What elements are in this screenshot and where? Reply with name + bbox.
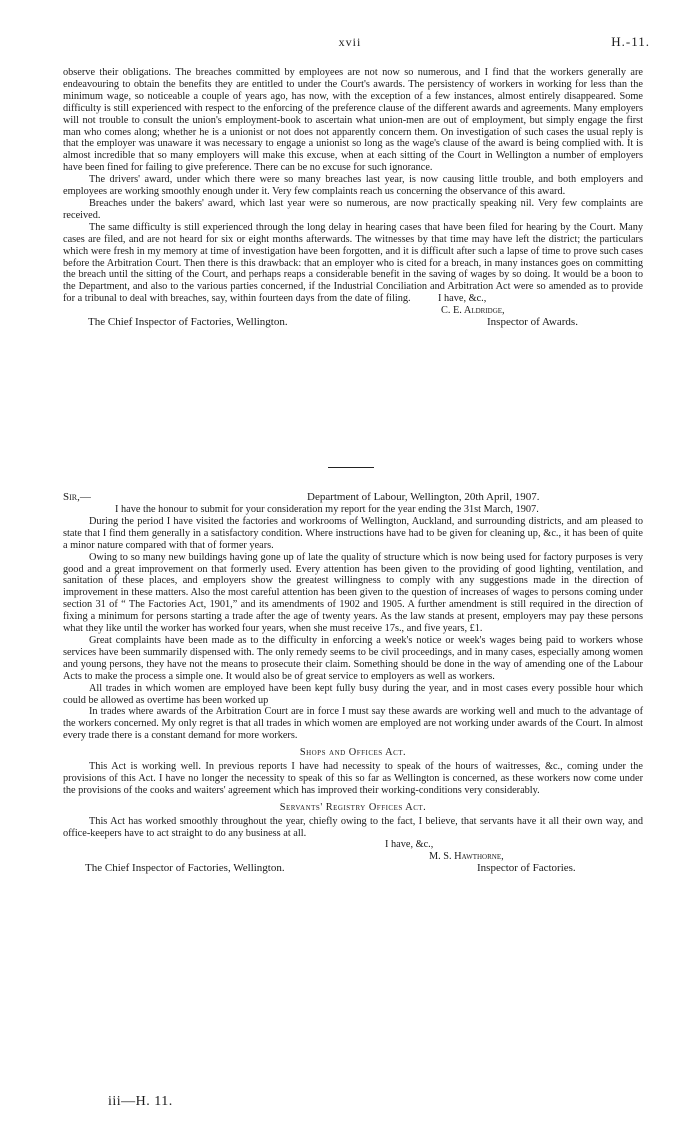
paragraph: observe their obligations. The breaches committed by employees are not now so numerous, and I find that the workers generally are endeavouring to obtain the benefits they are entitled to under the Court's awards. The persistency of workers in working for less than the minimum wage, so noticeable a couple of years ago, has now, with the exception of a few instances, almost entirely disappeared. Some difficulty is still experienced with respect to the enforcing of the preference clause of the different awards and agreements. Many employers will not trouble to consult the union's employment-book to ascertain what union-men are out of employment, but simply engage the first man who comes along; whether he is a unionist or not does not apparently concern them. On investigation of such cases the usual reply is that the employer was unaware it was necessary to engage a unionist so long as the wage's clause of the award is being complied with. It is almost incredible that so many employers will make this excuse, when at each sitting of the Court in Wellington a number of employers have been fined for failing to give preference. There can be no excuse for such ignorance. <box>63 67 643 174</box>
factories-report-section <box>63 492 643 875</box>
paragraph: The same difficulty is still experienced through the long delay in hearing cases that have been filed for hearing by the Court. Many cases are filed, and are not heard for six or eight months afterwards. The witnesses by that time may have left the district; the particulars which were fresh in my memory at time of investigation have been forgotten, and it is difficult after such a lapse of time to prove such cases before the Arbitration Court. Then there is this drawback: that an employer who is cited for a breach, in many instances goes on committing the breach until the sitting of the Court, and perhaps reaps a considerable benefit in the saving of wages by so doing. It would be a boon to the Department, and also to the various parties concerned, if the Industrial Conciliation and Arbitration Act were so amended as to provide for a tribunal to deal with breaches, say, within fourteen days from the date of filing. <box>63 221 643 305</box>
paragraph: This Act has worked smoothly throughout the year, chiefly owing to the fact, I believe, that servants have it all their own way, and office-keepers have to act straight to do any business at all. <box>63 815 643 839</box>
paragraph: During the period I have visited the factories and workrooms of Wellington, Auckland, and surrounding districts, and am pleased to state that I find them generally in a satisfactory condition. Where instructions have had to be given for cleaning up, &c., it has been of quite a minor nature compared with that of former years. <box>63 515 643 551</box>
salutation: Sir,— <box>63 491 91 503</box>
addressee: The Chief Inspector of Factories, Wellington. <box>85 862 285 875</box>
closing-line: I have, &c., <box>438 293 487 305</box>
paragraph: This Act is working well. In previous reports I have had necessity to speak of the hours of waitresses, &c., coming under the provisions of this Act. I have no longer the necessity to speak of this so far as Wellington is concerned, as these workers now come under the provisions of the cooks and waiters' agreement which has improved their working-conditions very considerably. <box>63 761 643 796</box>
addressee: The Chief Inspector of Factories, Wellington. <box>88 316 288 329</box>
signatory-title: Inspector of Factories. <box>477 862 576 875</box>
signatory-name: C. E. Aldridge, <box>441 305 505 317</box>
paragraph: All trades in which women are employed have been kept fully busy during the year, and in most cases every possible hour which could be allowed as overtime has been worked up <box>63 682 643 706</box>
page-number: xvii <box>338 35 362 49</box>
paragraph: Great complaints have been made as to the difficulty in enforcing a week's notice or week's wages being paid to workers whose services have been summarily dispensed with. The only remedy seems to be civil proceedings, and in many cases, especially among women and young persons, they have not the means to prosecute their claim. Something should be done in the way of amending one of the Labour Acts to make the process a simple one. It would also be of great service to employers as well as workers. <box>63 634 643 682</box>
dateline: Department of Labour, Wellington, 20th April, 1907. <box>307 491 540 503</box>
signatory-name: M. S. Hawthorne, <box>429 851 504 863</box>
paragraph: The drivers' award, under which there were so many breaches last year, is now causing little trouble, and both employers and employees are working smoothly enough under it. Very few complaints reach us concerning the observance of this award. <box>63 174 643 198</box>
page-reference: H.-11. <box>611 34 650 49</box>
awards-report-section <box>63 67 643 329</box>
signatory-title: Inspector of Awards. <box>487 316 578 329</box>
section-heading: Shops and Offices Act. <box>299 747 407 759</box>
paragraph: I have the honour to submit for your consideration my report for the year ending the 31st March, 1907. <box>115 504 539 515</box>
section-heading: Servants' Registry Offices Act. <box>279 801 427 813</box>
paragraph: Breaches under the bakers' award, which last year were so numerous, are now practically speaking nil. Very few complaints are received. <box>63 197 643 221</box>
printer-signature-mark: iii—H. 11. <box>108 1094 173 1109</box>
paragraph: In trades where awards of the Arbitration Court are in force I must say these awards are working well and much to the advantage of the workers concerned. My only regret is that all trades in which women are employed are not working under awards of the Court. In almost every trade there is a constant demand for more workers. <box>63 706 643 742</box>
paragraph: Owing to so many new buildings having gone up of late the quality of structure which is now being used for factory purposes is very good and a great improvement on that formerly used. Every attention has been given to the providing of good lighting, ventilation, and sanitation of these places, and employers show the greatest willingness to comply with any suggestions made in the direction of improvement in these matters. Also the most careful attention has been given to the question of increases of wages to persons coming under section 31 of “ The Factories Act, 1901,” and its amendments of 1902 and 1905. A further amendment is still required in the direction of fixing a minimum for persons starting a trade after the age of twenty years. As the law stands at present, employers may pay these persons what they like until the worker has worked four years, when she must receive 17s., and five years, £1. <box>63 551 643 635</box>
closing-line: I have, &c., <box>385 839 434 851</box>
section-divider <box>328 467 374 468</box>
